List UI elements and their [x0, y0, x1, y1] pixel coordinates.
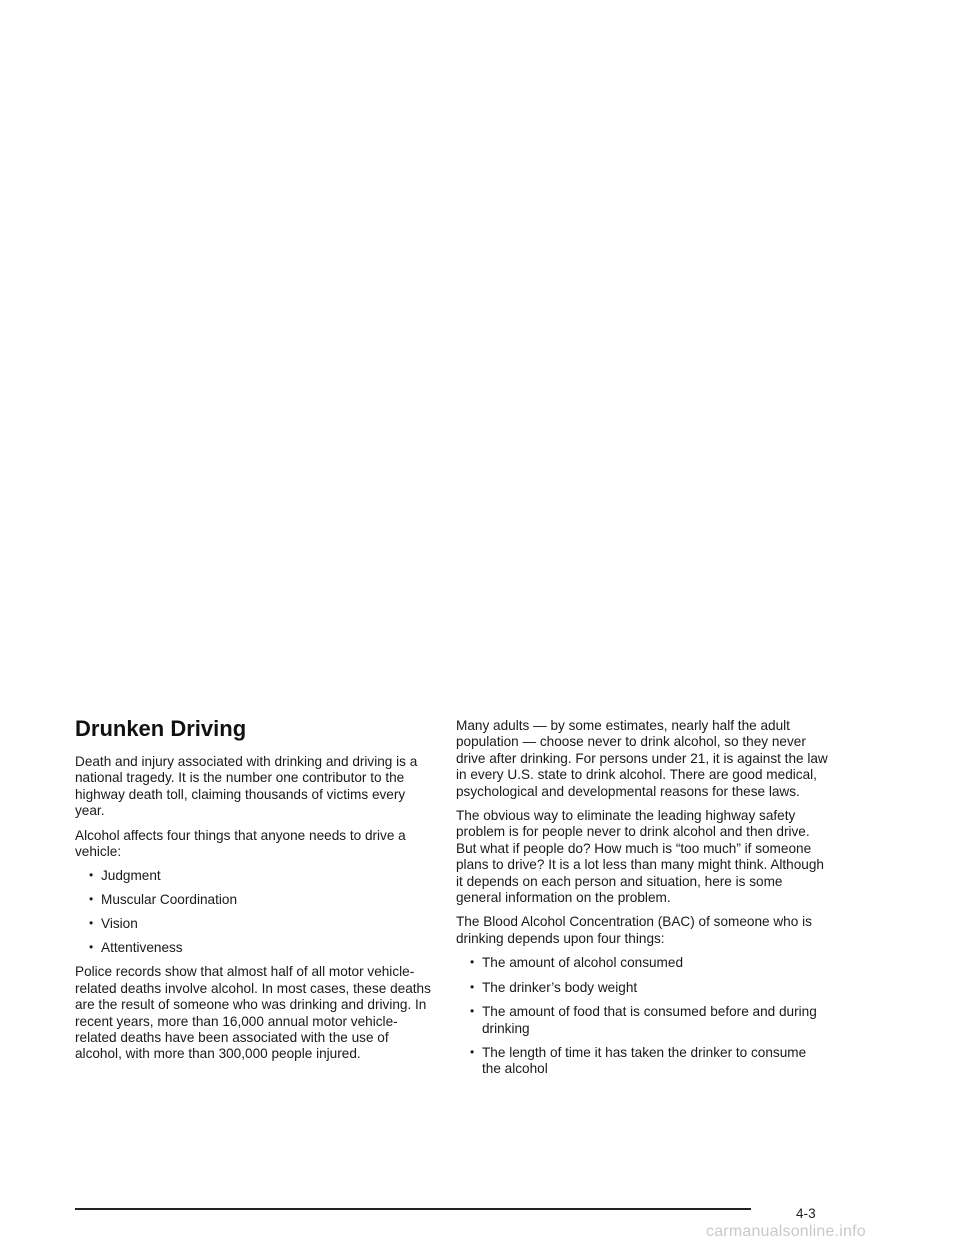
watermark: carmanualsonline.info [706, 1223, 866, 1240]
bullet-icon: • [89, 892, 94, 907]
list-item: • The amount of alcohol consumed [470, 955, 684, 971]
list-item: • The length of time it has taken the drinker to consume the alcohol [470, 1044, 807, 1077]
list-item: • The drinker’s body weight [470, 979, 638, 995]
eliminate-paragraph: The obvious way to eliminate the leading highway safety problem is for people never to drink alcohol and then drive. But what if people do? How much is “too much” if someone plans to drive? It is a lot less than many might think. Although it depends on each person and situation, here is some general information on the problem. [456, 808, 824, 906]
list-item: • The amount of food that is consumed before and during drinking [470, 1004, 817, 1036]
left-column [75, 716, 433, 1071]
bac-paragraph: The Blood Alcohol Concentration (BAC) of someone who is drinking depends upon four things: [456, 914, 812, 946]
affects-paragraph: Alcohol affects four things that anyone needs to drive a vehicle: [75, 827, 406, 860]
adults-paragraph: Many adults — by some estimates, nearly half the adult population — choose never to drink alcohol, so they never drive after drinking. For persons under 21, it is against the law in every U.S. state to drink alcohol. There are good medical, psychological and developmental reasons for these laws. [456, 718, 828, 799]
bullet-icon: • [470, 1044, 475, 1059]
bac-factors-list [456, 955, 828, 1077]
intro-paragraph: Death and injury associated with drinking and driving is a national tragedy. It is the number one contributor to the highway death toll, claiming thousands of victims every year. [75, 754, 418, 819]
bullet-icon: • [470, 955, 475, 970]
right-column [456, 718, 828, 1086]
list-item: • Attentiveness [89, 940, 183, 956]
footer-rule [75, 1208, 751, 1210]
bullet-icon: • [470, 979, 475, 994]
bullet-icon: • [89, 916, 94, 931]
bullet-icon: • [470, 1004, 475, 1019]
list-item: • Muscular Coordination [89, 892, 238, 908]
list-item: • Vision [89, 916, 138, 932]
police-records-paragraph: Police records show that almost half of all motor vehicle-related deaths involve alcohol. In most cases, these deaths are the result of someone who was drinking and driving. In recent years, more than 16,000 annual motor vehicle-related deaths have been associated with the use of alcohol, with more than 300,000 people injured. [75, 964, 431, 1062]
page-number: 4-3 [796, 1206, 816, 1221]
affects-list [75, 868, 433, 956]
list-item: • Judgment [89, 868, 161, 884]
bullet-icon: • [89, 940, 94, 955]
section-title: Drunken Driving [75, 716, 247, 741]
bullet-icon: • [89, 868, 94, 883]
